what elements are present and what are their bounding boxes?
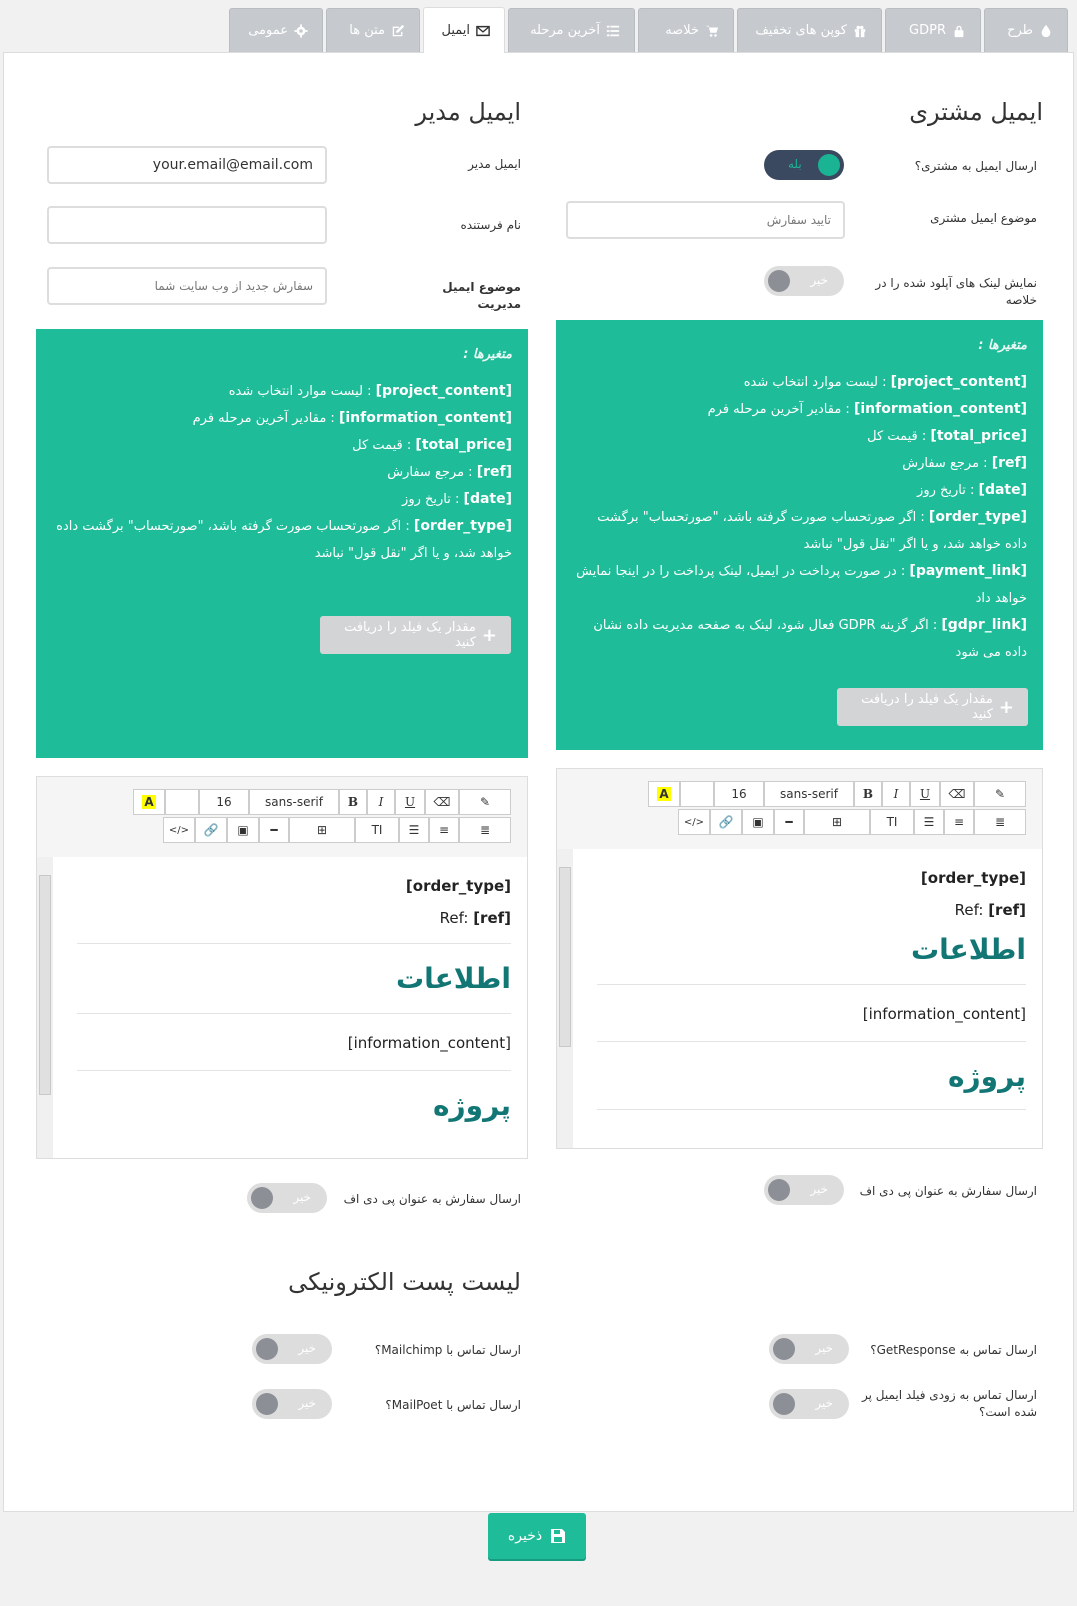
admin-variables-box	[36, 329, 528, 758]
customer-subject-input[interactable]: تایید سفارش	[566, 201, 845, 239]
variable-key: [ref]	[991, 455, 1027, 471]
email-settings-panel	[3, 52, 1074, 1512]
project-heading: پروژه	[948, 1060, 1026, 1093]
variable-item	[52, 486, 512, 513]
align-icon[interactable]: ≣	[974, 809, 1026, 835]
toggle-knob	[256, 1338, 278, 1360]
toggle-knob	[773, 1393, 795, 1415]
variable-desc: : اگر گزینه GDPR فعال شود، لینک به صفحه مدیریت داده نشان داده می شود	[593, 618, 1027, 660]
droplet-icon	[1039, 24, 1053, 38]
field-filled-toggle[interactable]: خیر	[769, 1389, 849, 1419]
customer-pdf-toggle[interactable]: خیر	[764, 1175, 844, 1205]
variable-item	[572, 558, 1027, 612]
getresponse-label: ارسال تماس به GetResponse؟	[870, 1343, 1037, 1357]
order-type-var: [order_type]	[920, 869, 1026, 887]
magic-wand-icon[interactable]: ✎	[459, 789, 511, 815]
admin-get-field-button[interactable]: + مقدار یک فیلد را دریافت کنید	[320, 616, 511, 654]
variable-key: [payment_link]	[909, 563, 1027, 579]
font-size-select[interactable]: 16	[714, 781, 764, 807]
variable-key: [date]	[463, 491, 512, 507]
tab-summary[interactable]: خلاصه	[638, 8, 734, 52]
image-icon[interactable]: ▣	[227, 817, 259, 843]
tab-last-step[interactable]: آخرین مرحله	[508, 8, 635, 52]
variable-desc: : اگر صورتحساب صورت گرفته باشد، "صورتحساب" برگشت داده خواهد شد، و یا اگر "نقل قول" نباشد	[597, 510, 1027, 552]
mailchimp-toggle[interactable]: خیر	[252, 1334, 332, 1364]
info-heading: اطلاعات	[395, 962, 511, 995]
variable-desc: : اگر صورتحساب صورت گرفته باشد، "صورتحساب" برگشت داده خواهد شد، و یا اگر "نقل قول" نباشد	[56, 519, 512, 561]
variable-desc: : در صورت پرداخت در ایمیل، لینک پرداخت را در اینجا نمایش خواهد داد	[576, 564, 1027, 606]
font-family-select[interactable]: sans-serif	[249, 789, 339, 815]
variable-item	[572, 369, 1027, 396]
sender-name-input[interactable]	[47, 206, 327, 244]
bold-button[interactable]: B	[854, 781, 882, 807]
edit-icon	[391, 24, 405, 38]
gift-icon	[853, 24, 867, 38]
admin-variables-list	[52, 378, 512, 567]
admin-email-input[interactable]: your.email@email.com	[47, 146, 327, 184]
plus-icon: +	[481, 624, 497, 646]
variable-item	[52, 405, 512, 432]
getresponse-toggle[interactable]: خیر	[769, 1334, 849, 1364]
info-content-var: [information_content]	[862, 1005, 1026, 1023]
variable-item	[572, 450, 1027, 477]
bold-button[interactable]: B	[339, 789, 367, 815]
toggle-knob	[773, 1338, 795, 1360]
info-content-var: [information_content]	[347, 1034, 511, 1052]
divider	[597, 984, 1026, 985]
heading-style-button[interactable]: TI	[355, 817, 399, 843]
variable-item	[572, 477, 1027, 504]
variable-desc: : قیمت کل	[867, 429, 931, 444]
lock-icon	[952, 24, 966, 38]
admin-subject-label: موضوع ایمیل مدیریت	[442, 280, 521, 311]
variable-item	[572, 423, 1027, 450]
variable-item	[52, 459, 512, 486]
plus-icon: +	[998, 696, 1014, 718]
variable-item	[572, 612, 1027, 666]
admin-email-editor[interactable]	[36, 776, 528, 1159]
gear-icon	[294, 24, 308, 38]
align-icon[interactable]: ≣	[459, 817, 511, 843]
font-size-select[interactable]: 16	[199, 789, 249, 815]
variable-item	[52, 513, 512, 567]
customer-variables-list	[572, 369, 1027, 666]
send-customer-email-label: ارسال ایمیل به مشتری؟	[914, 159, 1037, 173]
cart-icon	[705, 24, 719, 38]
highlight-color-button[interactable]: A	[648, 781, 680, 807]
admin-pdf-toggle[interactable]: خیر	[247, 1183, 327, 1213]
mailchimp-label: ارسال تماس با Mailchimp؟	[374, 1343, 521, 1357]
underline-button[interactable]: U	[395, 789, 425, 815]
variable-key: [order_type]	[928, 509, 1027, 525]
variable-key: [ref]	[476, 464, 512, 480]
variable-desc: : مقادیر آخرین مرحله فرم	[707, 402, 854, 417]
customer-variables-box	[556, 320, 1043, 750]
toggle-knob	[256, 1393, 278, 1415]
toggle-knob	[251, 1187, 273, 1209]
toggle-knob	[818, 154, 840, 176]
italic-button[interactable]: I	[367, 789, 395, 815]
info-heading: اطلاعات	[910, 933, 1026, 966]
variable-desc: : لیست موارد انتخاب شده	[743, 375, 891, 390]
admin-subject-input[interactable]: سفارش جدید از وب سایت شما	[47, 267, 327, 305]
tab-gdpr[interactable]: GDPR	[885, 8, 981, 52]
font-color-button[interactable]	[680, 781, 714, 807]
ref-line: Ref: [ref]	[954, 901, 1026, 919]
tab-email[interactable]: ایمیل	[423, 7, 505, 53]
image-icon[interactable]: ▣	[742, 809, 774, 835]
mailpoet-label: ارسال تماس با MailPoet؟	[385, 1398, 521, 1412]
sender-name-label: نام فرستنده	[460, 218, 521, 232]
ordered-list-icon[interactable]: ≡	[944, 809, 974, 835]
mailpoet-toggle[interactable]: خیر	[252, 1389, 332, 1419]
unordered-list-icon[interactable]: ☰	[914, 809, 944, 835]
ref-line: Ref: [ref]	[439, 909, 511, 927]
eraser-icon[interactable]: ⌫	[425, 789, 459, 815]
divider	[77, 1070, 511, 1071]
variables-title: متغیرها :	[978, 338, 1027, 353]
variable-key: [order_type]	[413, 518, 512, 534]
show-uploaded-links-label: نمایش لینک های آپلود شده را در خلاصه	[875, 276, 1037, 307]
variable-item	[572, 396, 1027, 423]
highlight-color-button[interactable]: A	[133, 789, 165, 815]
eraser-icon[interactable]: ⌫	[940, 781, 974, 807]
link-icon[interactable]: 🔗	[710, 809, 742, 835]
toggle-knob	[768, 270, 790, 292]
customer-email-editor[interactable]	[556, 768, 1043, 1149]
variable-key: [project_content]	[890, 374, 1027, 390]
envelope-icon	[476, 24, 490, 38]
tab-design[interactable]: طرح	[984, 8, 1068, 52]
tab-coupons[interactable]: کوپن های تخفیف	[737, 8, 882, 52]
variable-key: [total_price]	[415, 437, 512, 453]
horizontal-rule-icon[interactable]: ━	[259, 817, 289, 843]
divider	[597, 1041, 1026, 1042]
code-view-button[interactable]: </>	[678, 809, 710, 835]
unordered-list-icon[interactable]: ☰	[399, 817, 429, 843]
ordered-list-icon[interactable]: ≡	[429, 817, 459, 843]
editor-toolbar	[557, 769, 1042, 849]
link-icon[interactable]: 🔗	[195, 817, 227, 843]
divider	[597, 1109, 1026, 1110]
toggle-knob	[768, 1179, 790, 1201]
variable-desc: : مرجع سفارش	[387, 465, 477, 480]
editor-content[interactable]	[581, 849, 1042, 1148]
font-family-select[interactable]: sans-serif	[764, 781, 854, 807]
customer-subject-label: موضوع ایمیل مشتری	[930, 211, 1037, 225]
font-color-button[interactable]	[165, 789, 199, 815]
tab-bar	[8, 8, 1068, 54]
customer-get-field-button[interactable]: + مقدار یک فیلد را دریافت کنید	[837, 688, 1028, 726]
tab-texts[interactable]: متن ها	[326, 8, 420, 52]
floppy-disk-icon	[550, 1528, 566, 1544]
project-heading: پروژه	[433, 1089, 511, 1122]
mailing-list-title: لیست پست الکترونیکی	[288, 1268, 521, 1296]
variable-desc: : تاریخ روز	[402, 492, 464, 507]
list-icon	[606, 24, 620, 38]
magic-wand-icon[interactable]: ✎	[974, 781, 1026, 807]
divider	[77, 1013, 511, 1014]
variable-item	[52, 432, 512, 459]
customer-pdf-label: ارسال سفارش به عنوان پی دی اف	[859, 1184, 1037, 1198]
editor-content[interactable]	[61, 857, 527, 1158]
table-icon[interactable]: ⊞	[289, 817, 355, 843]
variable-item	[52, 378, 512, 405]
save-button[interactable]: ذخیره	[488, 1513, 586, 1559]
variable-desc: : لیست موارد انتخاب شده	[228, 384, 376, 399]
editor-scrollbar[interactable]	[557, 849, 573, 1148]
variable-item	[572, 504, 1027, 558]
admin-email-title: ایمیل مدیر	[415, 98, 521, 126]
variable-desc: : مرجع سفارش	[902, 456, 992, 471]
variable-key: [project_content]	[375, 383, 512, 399]
customer-email-title: ایمیل مشتری	[909, 98, 1043, 126]
show-uploaded-links-toggle[interactable]: خیر	[764, 266, 844, 296]
italic-button[interactable]: I	[882, 781, 910, 807]
variable-key: [information_content]	[853, 401, 1027, 417]
variable-desc: : تاریخ روز	[917, 483, 979, 498]
variables-title: متغیرها :	[463, 347, 512, 362]
editor-toolbar	[37, 777, 527, 857]
variable-desc: : قیمت کل	[352, 438, 416, 453]
variable-key: [gdpr_link]	[941, 617, 1027, 633]
table-icon[interactable]: ⊞	[804, 809, 870, 835]
tab-general[interactable]: عمومی	[229, 8, 323, 52]
admin-email-label: ایمیل مدیر	[468, 157, 521, 171]
variable-key: [date]	[978, 482, 1027, 498]
variable-key: [total_price]	[930, 428, 1027, 444]
code-view-button[interactable]: </>	[163, 817, 195, 843]
order-type-var: [order_type]	[405, 877, 511, 895]
admin-pdf-label: ارسال سفارش به عنوان پی دی اف	[343, 1192, 521, 1206]
variable-desc: : مقادیر آخرین مرحله فرم	[192, 411, 339, 426]
editor-scrollbar[interactable]	[37, 857, 53, 1158]
divider	[77, 943, 511, 944]
heading-style-button[interactable]: TI	[870, 809, 914, 835]
send-customer-email-toggle[interactable]: بله	[764, 150, 844, 180]
underline-button[interactable]: U	[910, 781, 940, 807]
variable-key: [information_content]	[338, 410, 512, 426]
field-filled-label: ارسال تماس به زودی فیلد ایمیل پر شده است؟	[861, 1388, 1037, 1419]
horizontal-rule-icon[interactable]: ━	[774, 809, 804, 835]
